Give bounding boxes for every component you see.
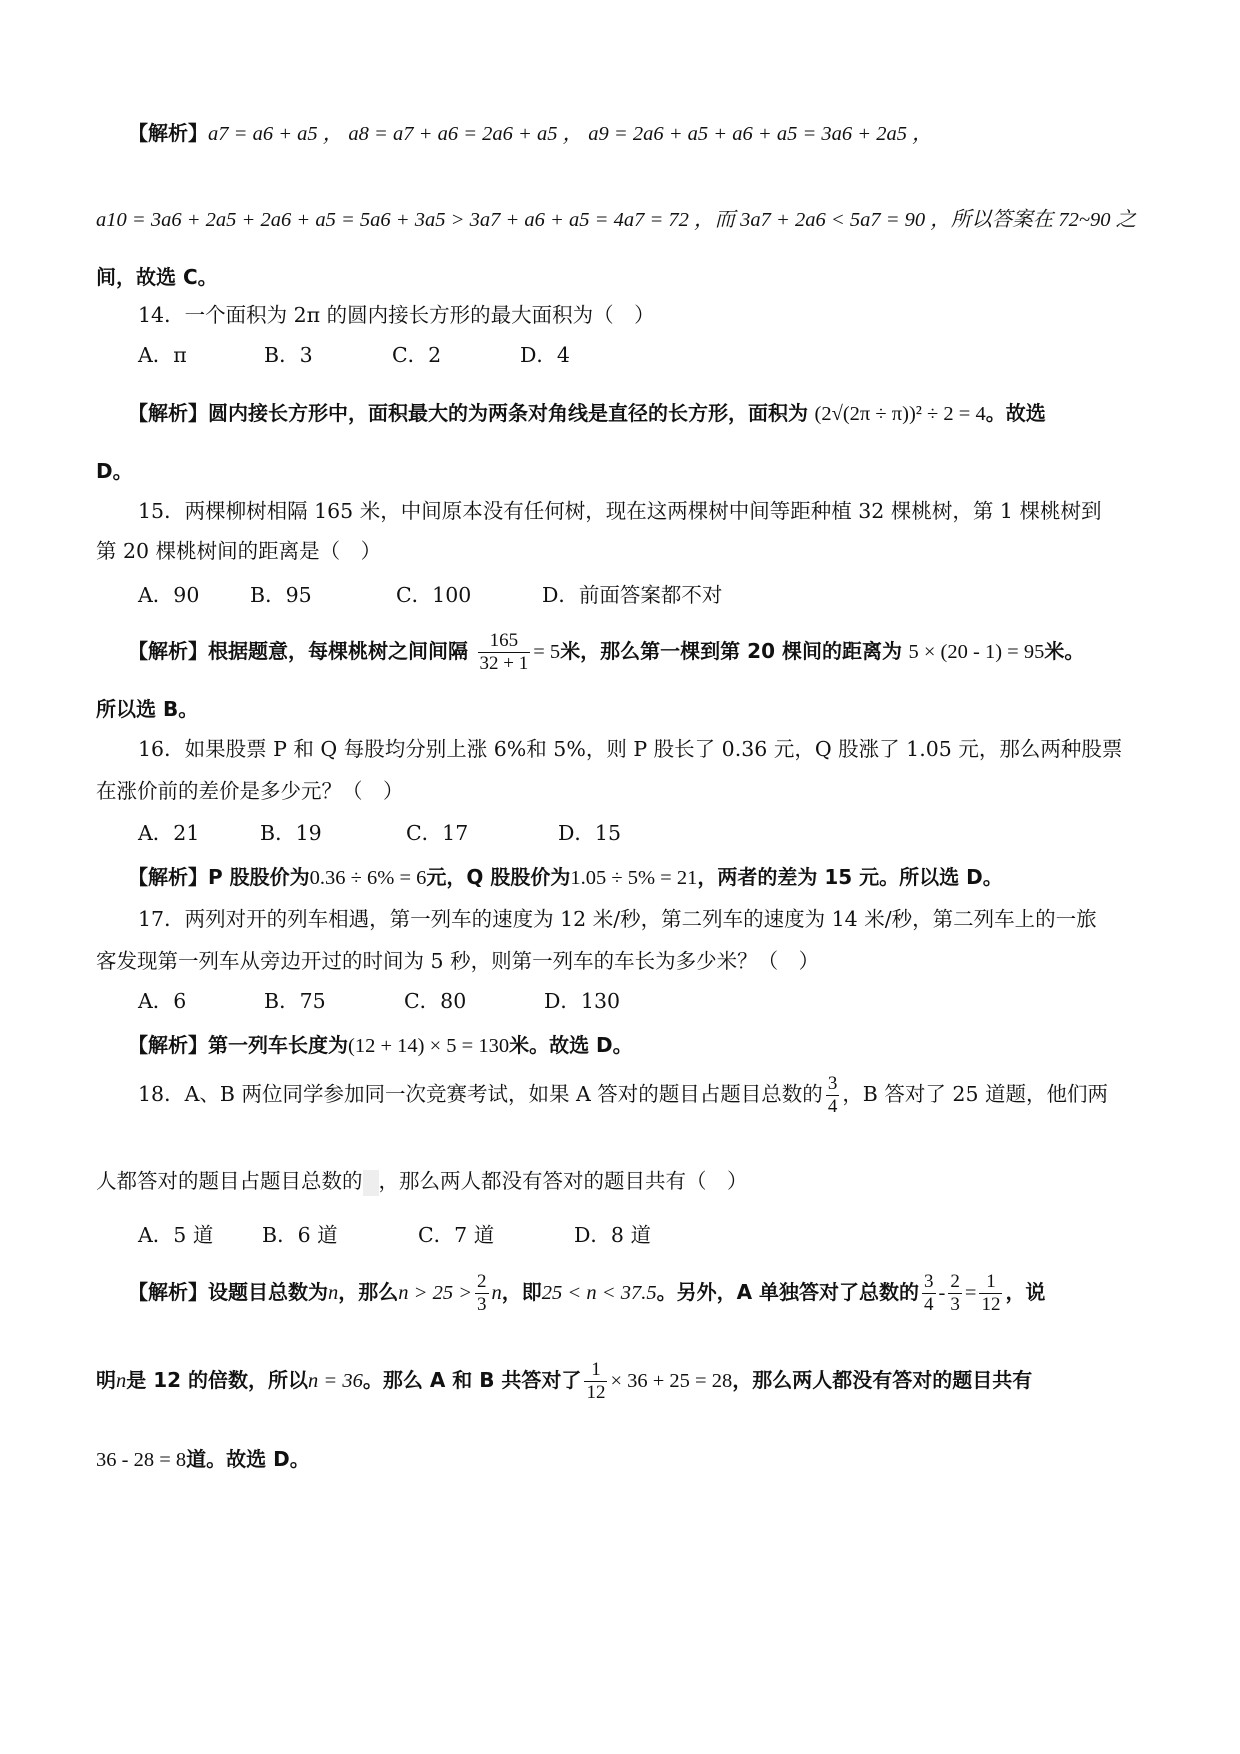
q18-frac5-num: 1 [584,1359,607,1382]
q13-analysis-formula2: a10 = 3a6 + 2a5 + 2a6 + a5 = 5a6 + 3a5 > 3a7 + a6 + a5 = 4a7 = 72 ，而 3a7 + 2a6 < 5a7 = 90 ，所以答案在 72~90 之 [96,209,1137,231]
analysis-label: 【解析】 [128,1280,208,1304]
q14-option-a: A．π [138,343,187,367]
q16-question-line1 [138,734,1198,764]
q18-line2-text1: 明 [96,1368,116,1392]
q18-line2-text2: 是 12 的倍数，所以 [126,1368,309,1392]
q18-line3-text: 道。故选 D。 [186,1447,310,1471]
q17-question-text1: 17．两列对开的列车相遇，第一列车的速度为 12 米/秒，第二列车的速度为 14 米/秒，第二列车上的一旅 [138,907,1097,931]
q15-analysis-eq2: 5 × (20 - 1) = 95 [908,641,1045,663]
q15-option-b: B．95 [250,583,312,607]
q13-analysis-line1 [128,118,1188,149]
q16-analysis-text1: P 股股价为 [208,865,310,889]
q15-frac-num: 165 [478,630,531,653]
q14-options [138,340,1198,370]
q18-equals: = [964,1282,977,1304]
q18-question-text4: ，那么两人都没有答对的题目共有（ ） [378,1169,748,1193]
q15-question-text1: 15．两棵柳树相隔 165 米，中间原本没有任何树，现在这两棵树中间等距种植 32 棵桃树，第 1 棵桃树到 [138,499,1102,523]
q18-fraction-2-3 [475,1271,489,1316]
q15-analysis-eq1: = 5 [533,641,561,663]
q18-fraction-2-3b [948,1271,962,1316]
q14-analysis-conclusion: D。 [96,459,133,483]
q16-question-text2: 在涨价前的差价是多少元？（ ） [96,779,404,803]
q14-analysis-text: 圆内接长方形中，面积最大的为两条对角线是直径的长方形，面积为 [208,401,808,425]
q17-option-d: D．130 [544,989,621,1013]
q17-analysis-text1: 第一列车长度为 [208,1033,348,1057]
q17-options [138,986,1198,1016]
q18-option-d: D．8 道 [574,1223,651,1247]
q17-question-line2 [96,946,1156,976]
q13-analysis-formula: a7 = a6 + a5 ， a8 = a7 + a6 = 2a6 + a5 ， a9 = 2a6 + a5 + a6 + a5 = 3a6 + 2a5 ， [208,123,933,145]
q14-analysis-line1 [128,398,1188,429]
q16-analysis-text3: ，两者的差为 15 元。所以选 D。 [697,865,1003,889]
q18-frac3-den: 3 [950,1294,960,1315]
q16-question-line2 [96,776,1156,806]
q18-analysis-text4: 。另外，A 单独答对了总数的 [656,1280,920,1304]
q16-analysis-eq2: 1.05 ÷ 5% = 21 [570,867,698,889]
q15-option-a: A．90 [138,583,200,607]
q17-question-text2: 客发现第一列车从旁边开过的时间为 5 秒，则第一列车的车长为多少米？（ ） [96,949,820,973]
q13-analysis-conclusion: 间，故选 C。 [96,265,218,289]
q18-question-line1 [138,1068,1198,1120]
q14-question [138,300,1198,330]
q18-frac-num: 3 [827,1073,838,1094]
q18-analysis-eq2: 25 < n < 37.5 [541,1282,657,1304]
q17-analysis-text2: 米。故选 D。 [509,1033,633,1057]
q15-analysis-text3: 米。 [1044,639,1085,663]
q18-option-c: C．7 道 [418,1223,495,1247]
q16-option-a: A．21 [138,821,200,845]
q18-option-b: B．6 道 [262,1223,338,1247]
q18-fraction-1-12 [979,1271,1002,1316]
q15-options [138,580,1198,610]
q17-option-b: B．75 [264,989,326,1013]
q18-line2-eq1: n = 36 [308,1370,363,1392]
q18-frac4-num: 1 [979,1271,1002,1294]
q14-analysis-formula: (2√(2π ÷ π))² ÷ 2 = 4 [814,403,986,425]
q18-fraction-3-4b [922,1271,936,1316]
q16-question-text1: 16．如果股票 P 和 Q 每股均分别上涨 6%和 5%，则 P 股长了 0.36 元，Q 股涨了 1.05 元，那么两种股票 [138,737,1123,761]
q18-analysis-line1 [128,1266,1188,1319]
q15-question-text2: 第 20 棵桃树间的距离是（ ） [96,539,382,563]
q14-analysis-line2 [96,456,1156,486]
analysis-label: 【解析】 [128,865,208,889]
q18-analysis-eq1b: n [491,1282,502,1304]
q16-analysis-eq1: 0.36 ÷ 6% = 6 [309,867,427,889]
q18-frac1-num: 2 [477,1271,487,1292]
q18-question-text3: 人都答对的题目占题目总数的 [96,1169,363,1193]
q15-analysis-text1: 根据题意，每棵桃树之间间隔 [208,639,468,663]
q18-frac4-den: 12 [981,1294,1001,1315]
q18-frac3-num: 2 [950,1271,960,1292]
q16-analysis-line [128,862,1188,893]
analysis-label: 【解析】 [128,639,208,663]
q18-question-line2 [96,1166,1156,1196]
q17-question-line1 [138,904,1198,934]
q17-analysis-eq1: (12 + 14) × 5 = 130 [348,1035,510,1057]
q18-fraction-1-12b [584,1359,607,1404]
q18-question-text1: 18．A、B 两位同学参加同一次竞赛考试，如果 A 答对的题目占题目总数的 [138,1082,823,1106]
q18-analysis-eq1a: n > 25 > [398,1282,473,1304]
q15-question-line1 [138,496,1198,526]
q18-frac5-den: 12 [586,1382,606,1403]
analysis-label: 【解析】 [128,121,208,145]
q18-frac-den: 4 [827,1096,838,1117]
q17-option-a: A．6 [138,989,187,1013]
q13-analysis-line2 [96,204,1156,235]
q18-frac2-den: 4 [924,1294,934,1315]
q13-analysis-line3 [96,262,1156,292]
analysis-label: 【解析】 [128,1033,208,1057]
q14-question-text: 14．一个面积为 2π 的圆内接长方形的最大面积为（ ） [138,303,655,327]
q18-line3-eq: 36 - 28 = 8 [96,1449,187,1471]
q16-analysis-text2: 元，Q 股股价为 [426,865,571,889]
q18-analysis-line2 [96,1354,1156,1407]
analysis-label: 【解析】 [128,401,208,425]
q14-analysis-tail: 。故选 [985,401,1046,425]
q18-frac2-num: 3 [924,1271,934,1292]
q18-line2-eq2: × 36 + 25 = 28 [610,1370,733,1392]
q15-option-d: D．前面答案都不对 [542,583,723,607]
q14-option-d: D．4 [520,343,570,367]
q15-analysis-line2 [96,694,1156,724]
q18-line2-text4: ，那么两人都没有答对的题目共有 [732,1368,1033,1392]
q15-frac-den: 32 + 1 [479,653,529,674]
q14-option-c: C．2 [392,343,442,367]
q15-option-c: C．100 [396,583,472,607]
q18-var-n-2: n [116,1370,127,1392]
q16-option-d: D．15 [558,821,622,845]
q16-option-c: C．17 [406,821,469,845]
q17-option-c: C．80 [404,989,467,1013]
q18-option-a: A．5 道 [138,1223,214,1247]
q18-var-n: n [328,1282,339,1304]
q15-question-line2 [96,536,1156,566]
q18-fraction-3-4 [826,1073,840,1118]
q16-option-b: B．19 [260,821,322,845]
q15-analysis-conclusion: 所以选 B。 [96,697,199,721]
q15-fraction [478,630,531,675]
q18-analysis-text3: ，即 [501,1280,542,1304]
q18-analysis-line3 [96,1444,1156,1475]
q18-options [138,1220,1198,1250]
q18-question-text2: ，B 答对了 25 道题，他们两 [842,1082,1109,1106]
q18-line2-text3: 。那么 A 和 B 共答对了 [362,1368,582,1392]
q18-analysis-text5: ，说 [1005,1280,1046,1304]
q15-analysis-line1 [128,628,1188,675]
q18-analysis-text1: 设题目总数为 [208,1280,328,1304]
q17-analysis-line [128,1030,1188,1061]
q18-frac1-den: 3 [477,1294,487,1315]
q18-analysis-text2: ，那么 [338,1280,399,1304]
q18-minus: - [938,1282,946,1304]
q15-analysis-text2: 米，那么第一棵到第 20 棵间的距离为 [560,639,902,663]
q18-missing-fraction [363,1170,379,1196]
q14-option-b: B．3 [264,343,313,367]
q16-options [138,818,1198,848]
